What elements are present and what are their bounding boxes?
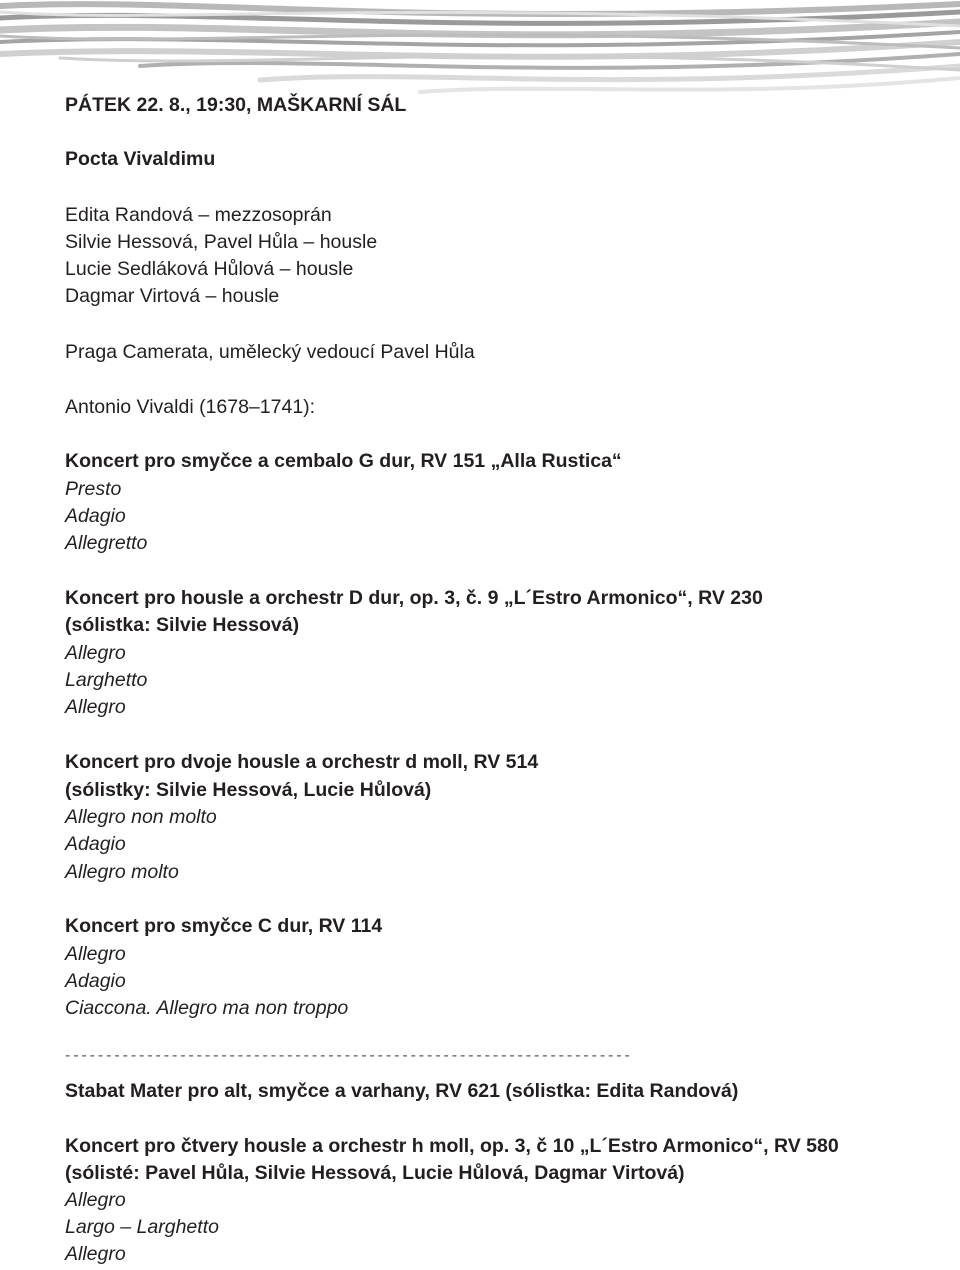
movement: Allegro	[65, 1189, 126, 1211]
work-title: Koncert pro housle a orchestr D dur, op. 3, č. 9 „L´Estro Armonico“, RV 230	[65, 587, 763, 609]
work-title: Koncert pro smyčce C dur, RV 114	[65, 915, 383, 937]
performer-line: Lucie Sedláková Hůlová – housle	[65, 258, 354, 280]
movement: Adagio	[65, 833, 126, 855]
movement: Allegro	[65, 642, 126, 664]
performer-line: Silvie Hessová, Pavel Hůla – housle	[65, 231, 378, 253]
movement: Allegretto	[65, 532, 148, 554]
movement: Allegro	[65, 696, 126, 718]
work-title: Koncert pro dvoje housle a orchestr d moll, RV 514	[65, 751, 539, 773]
movement: Largo – Larghetto	[65, 1216, 219, 1238]
work-title: Koncert pro čtvery housle a orchestr h moll, op. 3, č 10 „L´Estro Armonico“, RV 580	[65, 1135, 839, 1157]
work-title: Stabat Mater pro alt, smyčce a varhany, RV 621 (sólistka: Edita Randová)	[65, 1080, 739, 1102]
work-soloists: (sólistky: Silvie Hessová, Lucie Hůlová)	[65, 779, 432, 801]
event-title: Pocta Vivaldimu	[65, 148, 216, 170]
movement: Allegro molto	[65, 861, 179, 883]
ensemble-line: Praga Camerata, umělecký vedoucí Pavel Hůla	[65, 341, 475, 363]
event-heading: PÁTEK 22. 8., 19:30, MAŠKARNÍ SÁL	[65, 94, 407, 116]
intermission-separator: ---------------------------------------------------------------------	[65, 1047, 633, 1064]
movement: Adagio	[65, 970, 126, 992]
work-soloists: (sólistka: Silvie Hessová)	[65, 614, 300, 636]
movement: Allegro non molto	[65, 806, 217, 828]
movement: Ciaccona. Allegro ma non troppo	[65, 997, 349, 1019]
movement: Larghetto	[65, 669, 148, 691]
movement: Allegro	[65, 943, 126, 965]
work-soloists: (sólisté: Pavel Hůla, Silvie Hessová, Lucie Hůlová, Dagmar Virtová)	[65, 1162, 685, 1184]
work-title: Koncert pro smyčce a cembalo G dur, RV 151 „Alla Rustica“	[65, 450, 622, 472]
performer-line: Edita Randová – mezzosoprán	[65, 204, 332, 226]
composer-line: Antonio Vivaldi (1678–1741):	[65, 396, 316, 418]
header-wave-decoration	[0, 0, 960, 100]
movement: Presto	[65, 478, 122, 500]
movement: Allegro	[65, 1243, 126, 1265]
movement: Adagio	[65, 505, 126, 527]
performer-line: Dagmar Virtová – housle	[65, 285, 280, 307]
